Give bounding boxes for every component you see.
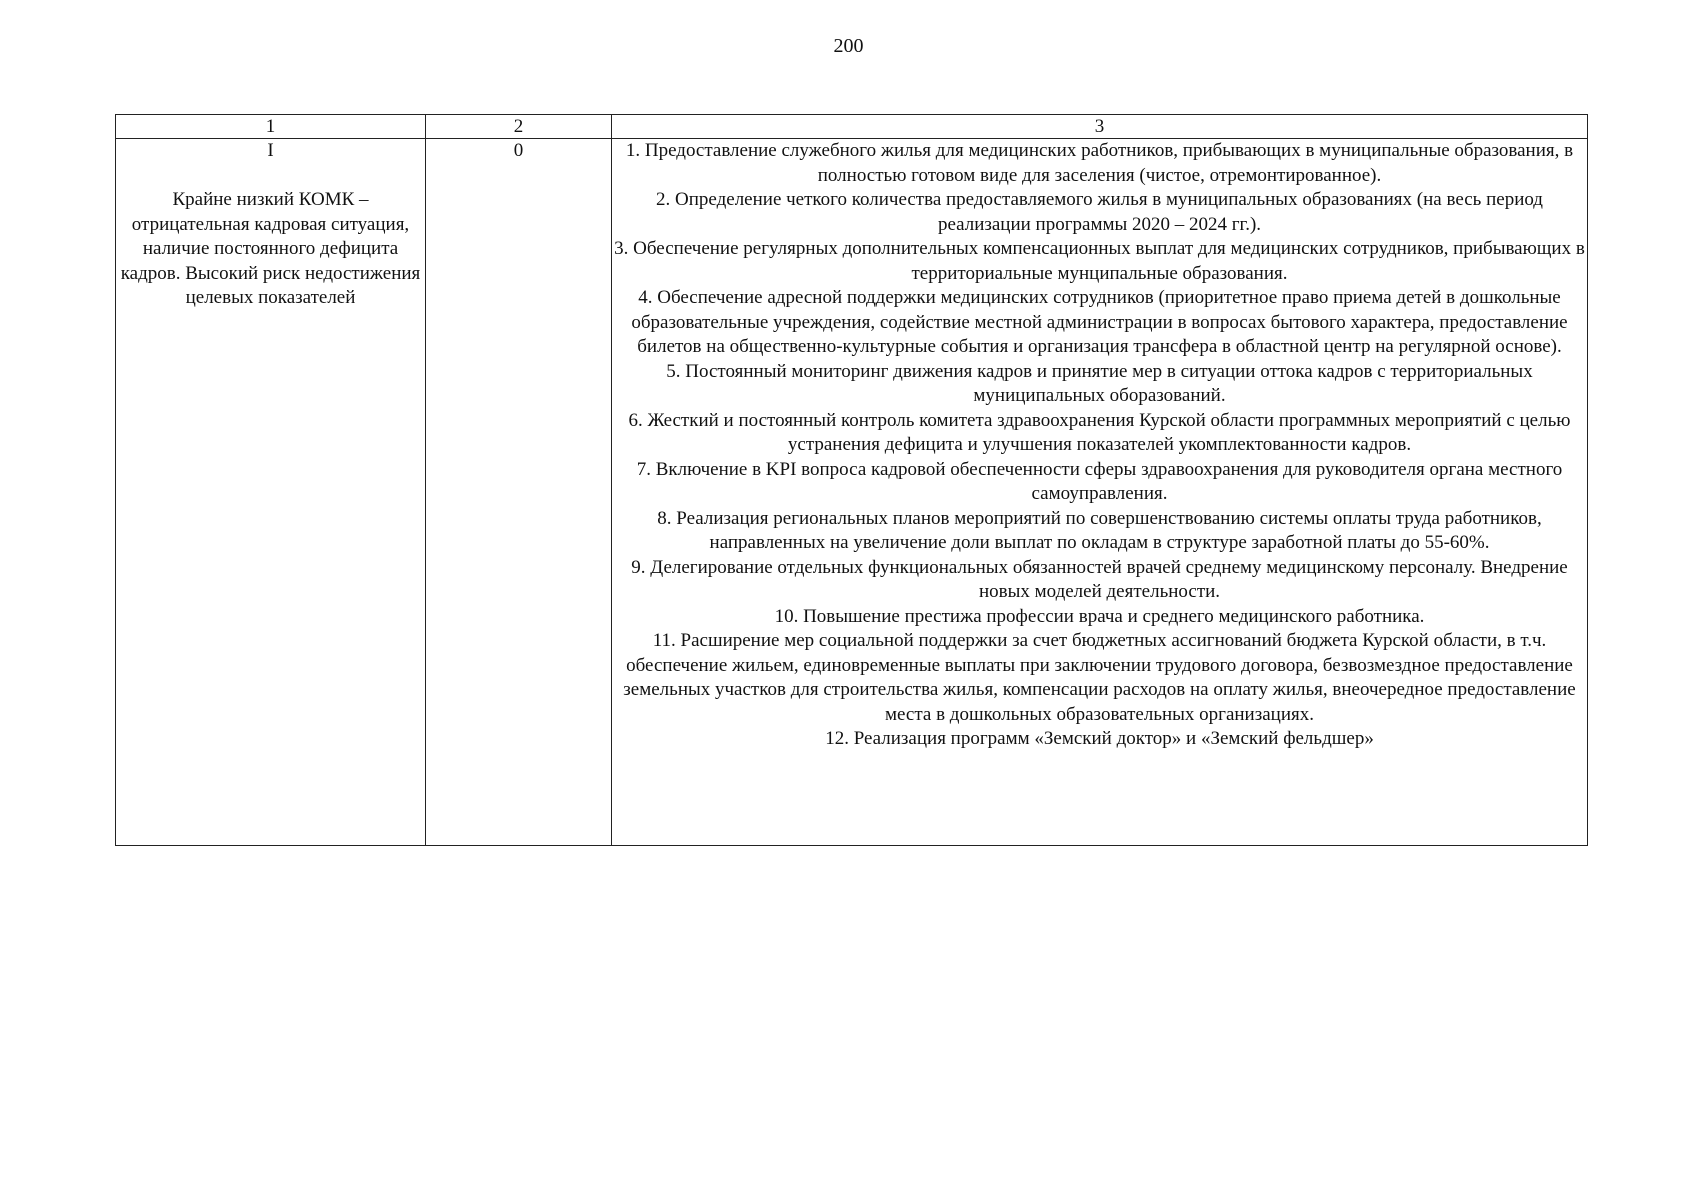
measure-item-8: 8. Реализация региональных планов мероприятий по совершенствованию системы оплаты труда работников, направленных на увеличение доли выплат по окладам в структуре заработной платы до 55-60%. (657, 507, 1542, 553)
score-cell (426, 139, 612, 846)
group-cell (116, 139, 426, 846)
measures-table (115, 114, 1588, 846)
measure-item-7: 7. Включение в KPI вопроса кадровой обеспеченности сферы здравоохранения для руководителя органа местного самоуправления. (636, 458, 1563, 504)
score-value: 0 (513, 140, 524, 161)
measure-item-11: 11. Расширение мер социальной поддержки за счет бюджетных ассигнований бюджета Курской области, в т.ч. обеспечение жильем, единовременные выплаты при заключении трудового договора, безвозмездное предоставление земельных участков для строительства жилья, компенсации расходов на оплату жилья, внеочередное предоставление места в дошкольных образовательных организациях. (623, 630, 1576, 725)
measure-item-3: 3. Обеспечение регулярных дополнительных компенсационных выплат для медицинских сотрудников, прибывающих в территориальные мунципальные образования. (614, 238, 1585, 284)
column-header-1: 1 (116, 115, 426, 139)
measure-item-2: 2. Определение четкого количества предоставляемого жилья в муниципальных образованиях (на весь период реализации программы 2020 – 2024 гг.). (656, 189, 1543, 235)
measure-item-12: 12. Реализация программ «Земский доктор» и «Земский фельдшер» (825, 728, 1374, 749)
page-number: 200 (833, 35, 864, 57)
group-numeral: I (267, 140, 274, 161)
measures-cell (612, 139, 1588, 846)
table-row (116, 139, 1588, 846)
measure-item-1: 1. Предоставление служебного жилья для медицинских работников, прибывающих в муниципальные образования, в полностью готовом виде для заселения (чистое, отремонтированное). (625, 140, 1574, 186)
group-description: Крайне низкий КОМК – отрицательная кадровая ситуация, наличие постоянного дефицита кадров. Высокий риск недостижения целевых показателей (120, 189, 421, 308)
measure-item-9: 9. Делегирование отдельных функциональных обязанностей врачей среднему медицинскому персоналу. Внедрение новых моделей деятельности. (631, 556, 1568, 602)
column-header-2: 2 (426, 115, 612, 139)
measure-item-5: 5. Постоянный мониторинг движения кадров и принятие мер в ситуации оттока кадров с территориальных муниципальных оборазований. (666, 360, 1533, 406)
measure-item-4: 4. Обеспечение адресной поддержки медицинских сотрудников (приоритетное право приема детей в дошкольные образовательные учреждения, содействие местной администрации в вопросах бытового характера, предоставление билетов на общественно-культурные события и организация трансфера в областной центр на регулярной основе). (631, 287, 1568, 357)
table-header-row (116, 115, 1588, 139)
column-header-3: 3 (612, 115, 1588, 139)
measure-item-10: 10. Повышение престижа профессии врача и среднего медицинского работника. (774, 605, 1425, 627)
measure-item-6: 6. Жесткий и постоянный контроль комитета здравоохранения Курской области программных мероприятий с целью устранения дефицита и улучшения показателей укомплектованности кадров. (628, 409, 1571, 455)
